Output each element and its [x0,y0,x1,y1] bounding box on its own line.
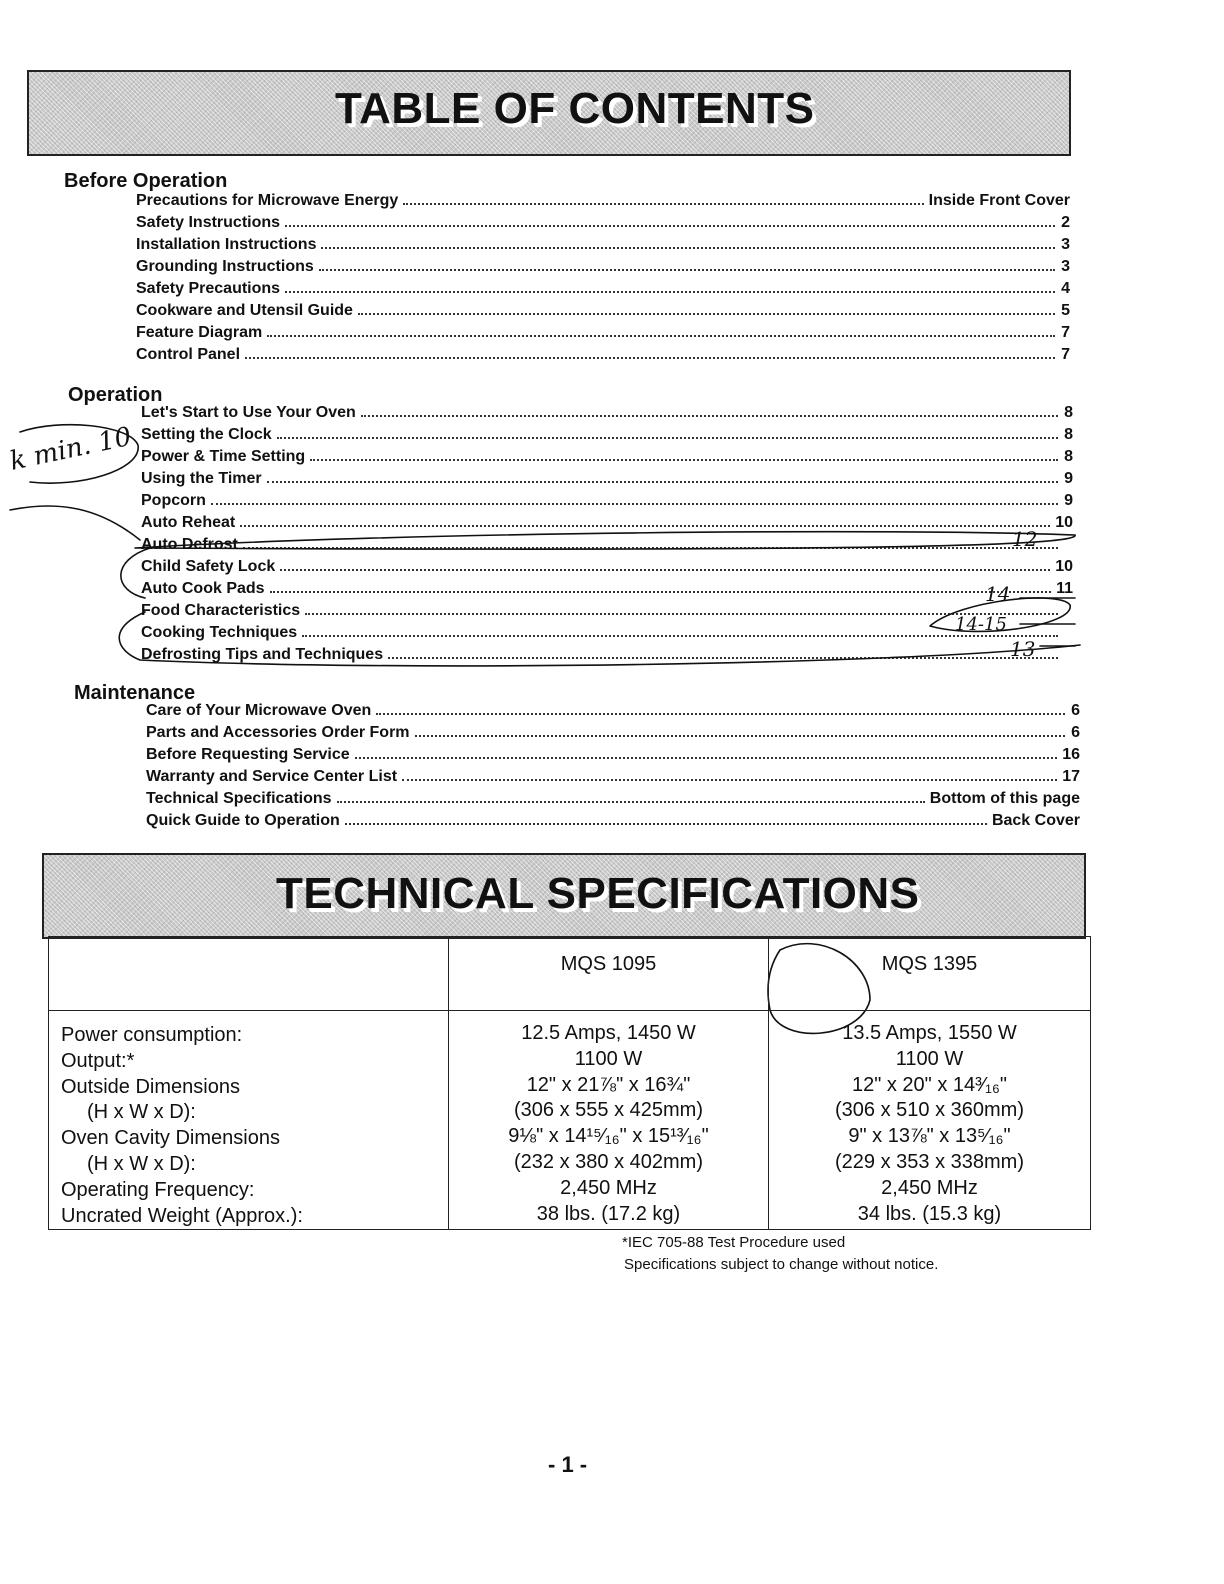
toc-item-label: Cooking Techniques [141,624,298,641]
toc-item-label: Grounding Instructions [136,258,314,275]
toc-row[interactable] [141,488,1073,510]
footnote-test-procedure: *IEC 705-88 Test Procedure used [622,1234,846,1251]
margin-note-text: k min. 10 [7,421,135,477]
toc-item-label: Before Requesting Service [146,746,350,763]
toc-row[interactable] [141,400,1073,422]
toc-row[interactable] [141,510,1073,532]
toc-row[interactable] [136,210,1070,232]
toc-row[interactable] [146,786,1080,808]
model-header-mqs1095: MQS 1095 [449,937,769,1011]
toc-item-page: 9 [1064,492,1073,509]
toc-row[interactable] [146,742,1080,764]
toc-item-page: 8 [1064,426,1073,443]
spec-values-mqs1395 [769,1011,1091,1230]
toc-item-page: 10 [1055,514,1073,531]
toc-item-label: Installation Instructions [136,236,317,253]
dot-leader [319,269,1055,271]
toc-item-label: Food Characteristics [141,602,301,619]
dot-leader [358,313,1055,315]
section-heading-maintenance: Maintenance [74,682,196,704]
toc-item-label: Power & Time Setting [141,448,306,465]
toc-item-label: Let's Start to Use Your Oven [141,404,356,421]
toc-item-label: Care of Your Microwave Oven [146,702,372,719]
toc-item-page: 9 [1064,470,1073,487]
toc-row[interactable] [146,698,1080,720]
toc-row[interactable] [141,532,1073,554]
toc-row[interactable] [136,254,1070,276]
toc-title: TABLE OF CONTENTS [335,84,815,133]
spec-value: 2,450 MHz [560,1176,657,1199]
toc-item-label: Safety Precautions [136,280,281,297]
toc-row[interactable] [141,642,1073,664]
dot-leader [355,757,1058,759]
dot-leader [245,357,1055,359]
toc-row[interactable] [136,342,1070,364]
spec-label: Uncrated Weight (Approx.): [61,1204,303,1227]
page-number: - 1 - [548,1452,588,1477]
toc-row[interactable] [136,188,1070,210]
spec-values-mqs1095 [449,1011,769,1230]
spec-value: 34 lbs. (15.3 kg) [857,1202,1002,1225]
section-heading-operation: Operation [68,384,163,406]
spec-value: 12" x 20" x 14³⁄₁₆" [851,1073,1008,1096]
food-char-page-handwritten: 14 [985,582,1011,606]
toc-item-page: 6 [1071,724,1080,741]
toc-item-page: Inside Front Cover [928,192,1070,209]
toc-item-label: Technical Specifications [146,790,332,807]
spec-value: 12" x 21⅞" x 16¾" [526,1073,691,1096]
toc-item-page: 7 [1061,324,1070,341]
toc-item-label: Safety Instructions [136,214,281,231]
auto-defrost-page-handwritten: 12 [1012,527,1038,551]
toc-item-label: Popcorn [141,492,206,509]
cooking-tech-page-handwritten: 14-15 [955,614,1007,635]
spec-value: 2,450 MHz [881,1176,978,1199]
toc-item-page: 8 [1064,448,1073,465]
spec-value: (232 x 380 x 402mm) [514,1150,703,1173]
dot-leader [361,415,1058,417]
toc-item-label: Warranty and Service Center List [146,768,398,785]
dot-leader [280,569,1050,571]
defrosting-page-handwritten: 13 [1010,637,1036,661]
dot-leader [240,525,1050,527]
toc-item-page: 2 [1061,214,1070,231]
toc-list-maintenance [146,698,1080,830]
toc-row[interactable] [141,576,1073,598]
toc-item-label: Auto Defrost [141,536,238,553]
toc-row[interactable] [136,320,1070,342]
toc-item-label: Defrosting Tips and Techniques [141,646,384,663]
toc-item-page: 11 [1056,580,1073,597]
toc-item-label: Control Panel [136,346,241,363]
spec-labels [49,1011,449,1230]
spec-banner [42,853,1086,939]
spec-value: (306 x 510 x 360mm) [835,1099,1024,1122]
toc-list-operation [141,400,1073,664]
toc-item-page: 17 [1062,768,1080,785]
toc-item-page: Bottom of this page [929,790,1080,807]
footnote-change-notice: Specifications subject to change without notice. [624,1256,939,1273]
margin-note-loop [20,425,138,483]
spec-body-row [49,1011,1091,1230]
dot-leader [305,613,1058,615]
dot-leader [243,547,1058,549]
dot-leader [337,801,925,803]
dot-leader [285,291,1055,293]
spec-header-empty [49,937,449,1011]
toc-item-page: 16 [1062,746,1080,763]
spec-header-row [49,937,1091,1011]
toc-row[interactable] [141,554,1073,576]
spec-value: (306 x 555 x 425mm) [514,1099,703,1122]
spec-value: 38 lbs. (17.2 kg) [536,1202,681,1225]
dot-leader [277,437,1058,439]
toc-item-page: 6 [1071,702,1080,719]
model-header-mqs1395: MQS 1395 [769,937,1091,1011]
spec-value: (229 x 353 x 338mm) [835,1150,1024,1173]
toc-item-label: Parts and Accessories Order Form [146,724,410,741]
spec-label: Oven Cavity Dimensions [61,1127,280,1150]
dot-leader [267,335,1055,337]
toc-row[interactable] [136,298,1070,320]
spec-label: Power consumption: [61,1024,243,1046]
toc-row[interactable] [146,720,1080,742]
dot-leader [321,247,1055,249]
dot-leader [310,459,1058,461]
toc-list-before-operation [136,188,1070,364]
spec-value: 12.5 Amps, 1450 W [521,1022,696,1044]
toc-item-page: 5 [1061,302,1070,319]
toc-item-page: 3 [1061,258,1070,275]
toc-item-page: 4 [1061,280,1070,297]
toc-item-label: Feature Diagram [136,324,263,341]
spec-label: Output:* [61,1049,135,1072]
spec-title: TECHNICAL SPECIFICATIONS [276,869,920,918]
toc-item-label: Using the Timer [141,470,262,487]
spec-label: Outside Dimensions [61,1075,240,1098]
dot-leader [211,503,1058,505]
dot-leader [270,591,1052,593]
toc-item-label: Cookware and Utensil Guide [136,302,353,319]
toc-row[interactable] [141,444,1073,466]
spec-value: 13.5 Amps, 1550 W [842,1022,1017,1044]
toc-row[interactable] [141,620,1073,642]
spec-table [48,936,1091,1230]
dot-leader [376,713,1065,715]
toc-item-page: Back Cover [991,812,1080,829]
toc-row[interactable] [146,808,1080,830]
toc-item-label: Auto Reheat [141,514,236,531]
section-heading-before-operation: Before Operation [64,170,228,192]
dot-leader [267,481,1058,483]
toc-item-page: 10 [1055,558,1073,575]
toc-row[interactable] [146,764,1080,786]
dot-leader [403,203,923,205]
toc-item-label: Precautions for Microwave Energy [136,192,399,209]
toc-row[interactable] [136,232,1070,254]
toc-banner [27,70,1071,156]
toc-row[interactable] [141,598,1073,620]
margin-arrow-line [10,506,140,540]
dot-leader [388,657,1058,659]
toc-item-page: 7 [1061,346,1070,363]
toc-row[interactable] [136,276,1070,298]
dot-leader [345,823,987,825]
spec-label: (H x W x D): [87,1152,196,1175]
toc-item-page: 3 [1061,236,1070,253]
spec-label: Operating Frequency: [61,1178,255,1201]
toc-item-label: Auto Cook Pads [141,580,265,597]
toc-row[interactable] [141,466,1073,488]
toc-item-label: Quick Guide to Operation [146,812,340,829]
toc-item-label: Child Safety Lock [141,558,276,575]
dot-leader [402,779,1057,781]
spec-value: 1100 W [895,1047,964,1070]
dot-leader [285,225,1055,227]
spec-label: (H x W x D): [87,1101,196,1124]
toc-item-label: Setting the Clock [141,426,272,443]
spec-value: 1100 W [574,1047,643,1070]
toc-row[interactable] [141,422,1073,444]
toc-item-page: 8 [1064,404,1073,421]
dot-leader [302,635,1058,637]
dot-leader [415,735,1065,737]
spec-value: 9⅛" x 14¹⁵⁄₁₆" x 15¹³⁄₁₆" [508,1125,709,1148]
spec-value: 9" x 13⅞" x 13⁵⁄₁₆" [848,1125,1011,1148]
